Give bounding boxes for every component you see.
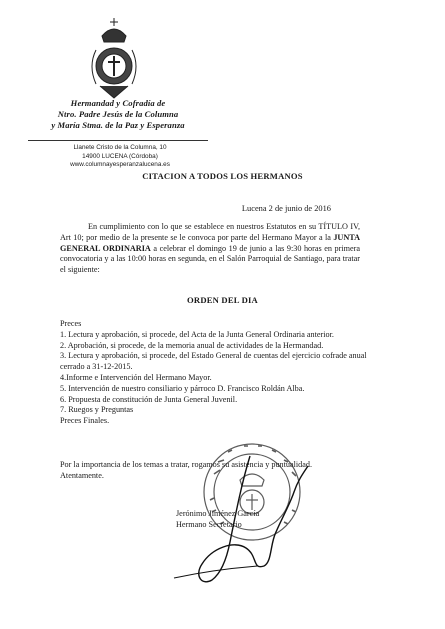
address-line: Llanete Cristo de la Columna, 10	[73, 144, 167, 151]
organization-address	[50, 144, 190, 170]
org-name-line: Ntro. Padre Jesús de la Columna	[57, 109, 179, 119]
letter-heading: CITACION A TODOS LOS HERMANOS	[142, 171, 303, 181]
convocation-paragraph	[60, 222, 360, 276]
agenda-item: 7. Ruegos y Preguntas	[60, 405, 134, 415]
para-text: a celebrar el domingo 19 de junio a las 9:30 horas en primera convocatoria y a las 10:00 horas en segunda, en el Salón Parroquial de Santiago, para tratar el siguiente:	[60, 243, 360, 275]
para-text: En cumplimiento con lo que se establece en nuestros Estatutos en su TÍTULO IV, Art 10; por medio de la presente se le convoca por parte del Hermano Mayor a la	[60, 222, 360, 242]
agenda-item: Preces Finales.	[60, 416, 110, 426]
agenda-item: 4.Informe e Intervención del Hermano Mayor.	[60, 372, 212, 382]
agenda-item: 5. Intervención de nuestro consiliario y párroco D. Francisco Roldán Alba.	[60, 383, 305, 393]
agenda-item: 6. Propuesta de constitución de Junta General Juvenil.	[60, 394, 238, 404]
address-line: 14900 LUCENA (Córdoba)	[82, 152, 158, 160]
agenda-item: Preces	[60, 319, 82, 328]
agenda-title: ORDEN DEL DIA	[187, 295, 258, 305]
closing-line: Atentamente.	[60, 470, 104, 480]
signer-role: Hermano Secretario	[176, 520, 242, 529]
org-name-line: y María Stma. de la Paz y Esperanza	[51, 120, 185, 130]
signer-name: Jerónimo Jiménez García	[176, 509, 260, 518]
letter-date: Lucena 2 de junio de 2016	[241, 204, 331, 213]
header-divider	[28, 140, 208, 141]
meeting-name: JUNTA GENERAL ORDINARIA	[60, 232, 360, 253]
agenda-item: 1. Lectura y aprobación, si procede, del Acta de la Junta General Ordinaria anterior.	[60, 329, 334, 339]
brotherhood-crest-icon	[82, 14, 146, 100]
agenda-item: 3. Lectura y aprobación, si procede, del Estado General de cuentas del ejercicio cofrade anual cerrado a 31-12-2015.	[60, 351, 367, 372]
organization-name	[18, 98, 218, 131]
org-name-line: Hermandad y Cofradía de	[70, 98, 166, 108]
agenda-list	[60, 319, 370, 427]
agenda-item: 2. Aprobación, si procede, de la memoria anual de actividades de la Hermandad.	[60, 340, 324, 350]
handwritten-signature-icon	[172, 452, 312, 584]
website-text: www.columnayesperanzalucena.es	[70, 161, 170, 169]
closing-line: Por la importancia de los temas a tratar, rogamos su asistencia y puntualidad.	[60, 460, 313, 469]
